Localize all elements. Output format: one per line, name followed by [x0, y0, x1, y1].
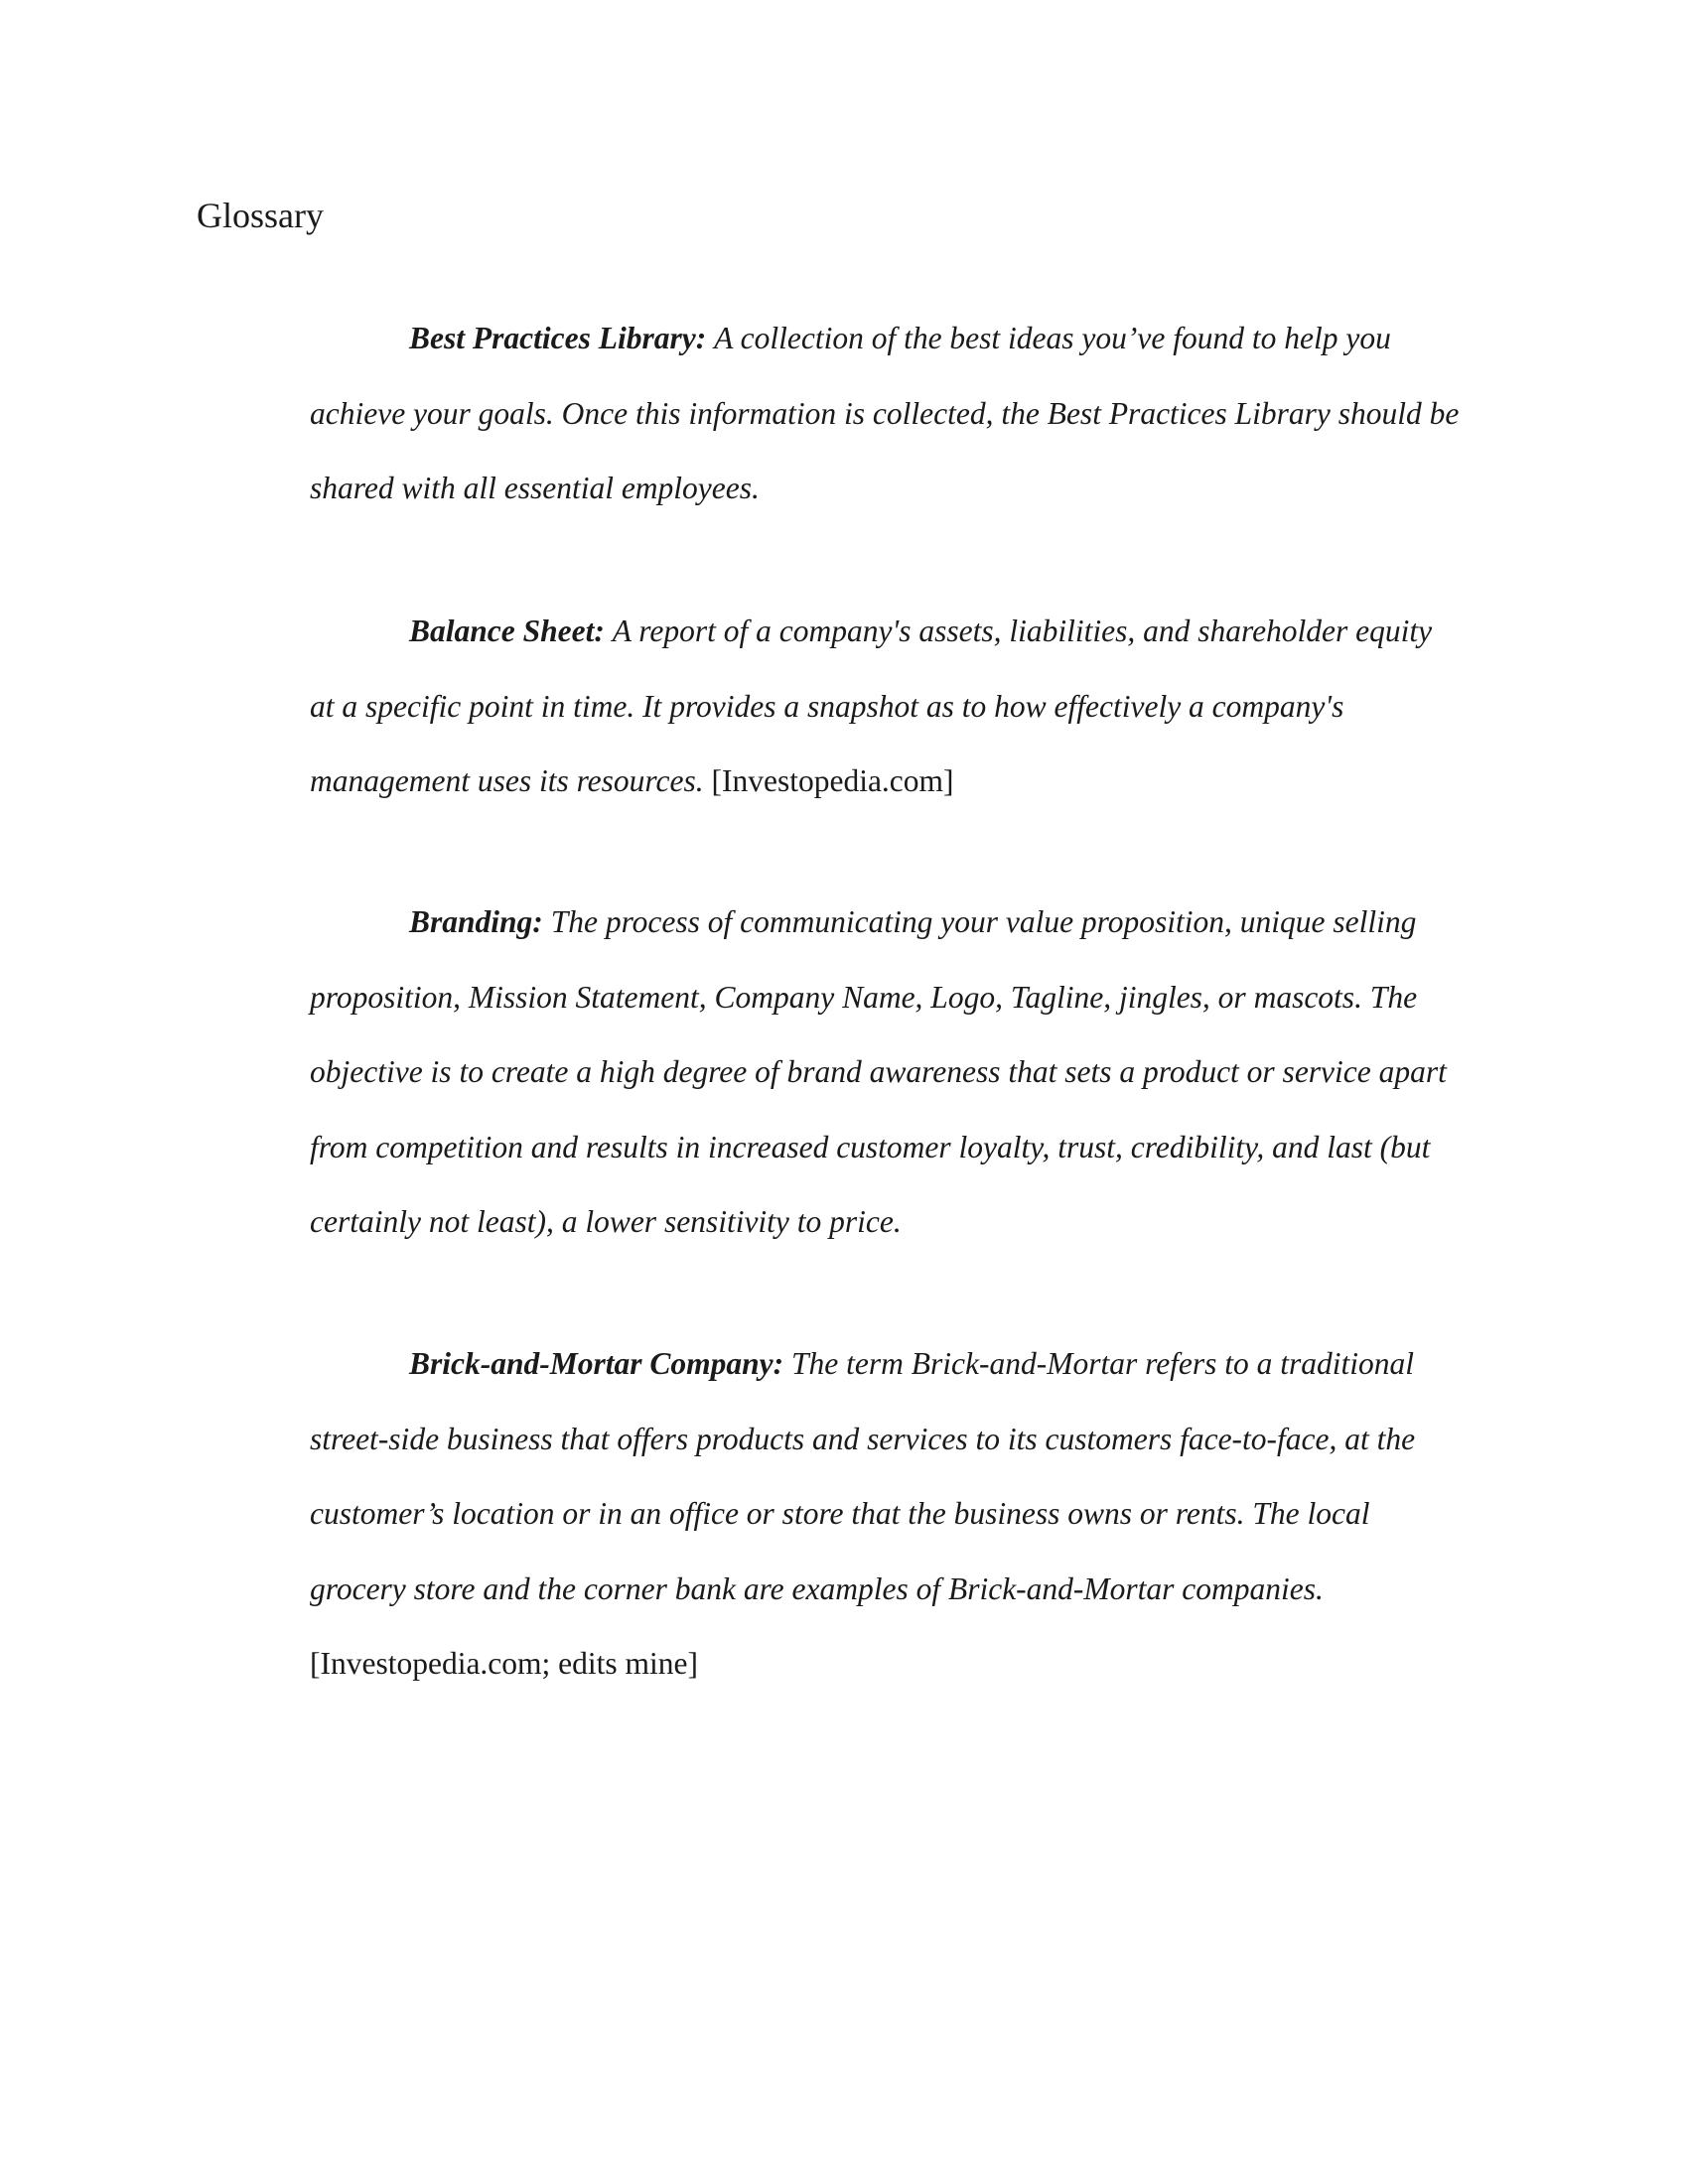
glossary-definition: A report of a company's assets, liabilities, and shareholder equity at a specific point in time. It provides a snapshot as to how effectively a company's management uses its resources.	[310, 614, 1433, 798]
glossary-term: Best Practices Library:	[409, 321, 707, 355]
glossary-term: Balance Sheet:	[409, 614, 605, 648]
glossary-definition: The process of communicating your value proposition, unique selling proposition, Mission Statement, Company Name, Logo, Tagline, jingles, or mascots. The objective is to create a high degree of brand awareness that sets a product or service apart from competition and results in increased customer loyalty, trust, credibility, and last (but certainly not least), a lower sensitivity to price.	[310, 904, 1447, 1239]
glossary-entry-best-practices-library	[310, 301, 1462, 526]
glossary-source: [Investopedia.com]	[711, 763, 954, 798]
glossary-source: [Investopedia.com; edits mine]	[310, 1646, 699, 1681]
glossary-definition: A collection of the best ideas you’ve found to help you achieve your goals. Once this information is collected, the Best Practices Library should be shared with all essential employees.	[310, 321, 1460, 505]
glossary-entry-brick-and-mortar-company	[310, 1326, 1462, 1702]
glossary-entry-balance-sheet	[310, 594, 1462, 819]
glossary-term: Branding:	[409, 904, 543, 939]
glossary-term: Brick-and-Mortar Company:	[409, 1346, 784, 1381]
glossary-definition: The term Brick-and-Mortar refers to a traditional street-side business that offers products and services to its customers face-to-face, at the customer’s location or in an office or store that the business owns or rents. The local grocery store and the corner bank are examples of Brick-and-Mortar companies.	[310, 1346, 1416, 1606]
glossary-entry-branding	[310, 885, 1462, 1260]
page-title: Glossary	[197, 196, 324, 235]
